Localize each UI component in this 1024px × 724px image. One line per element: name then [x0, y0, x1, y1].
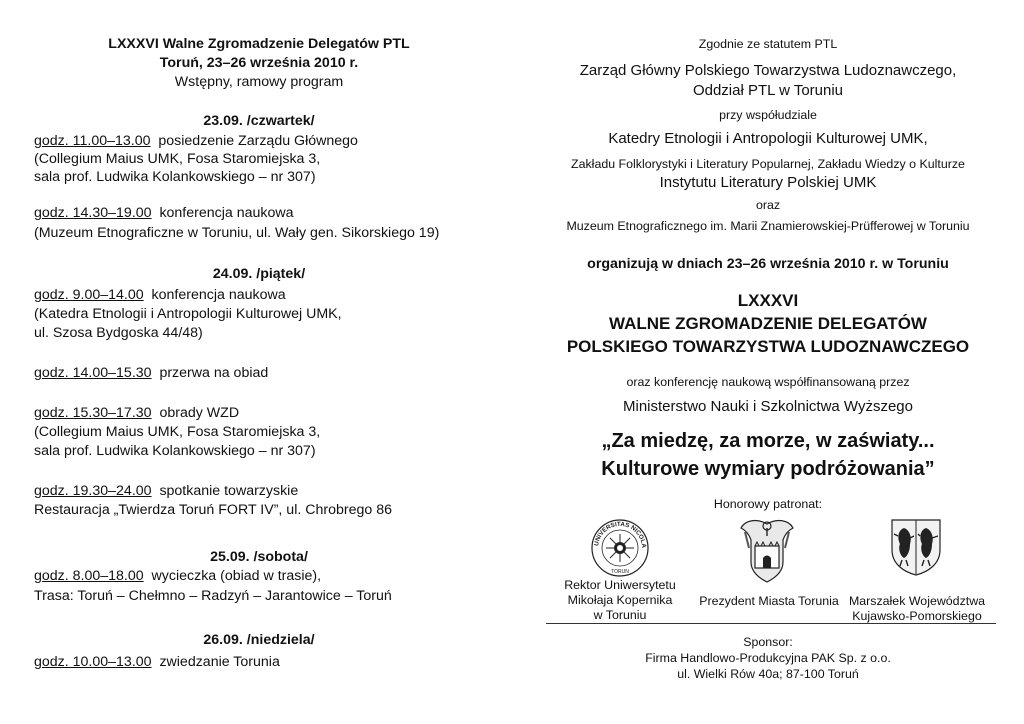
event-detail: Trasa: Toruń – Chełmno – Radzyń – Jarantowice – Toruń	[34, 588, 392, 604]
event-description: posiedzenie Zarządu Głównego	[158, 133, 358, 149]
seal-bottom-text: TORUN	[611, 569, 629, 575]
event-detail: (Katedra Etnologii i Antropologii Kulturowej UMK,	[34, 306, 342, 322]
event-detail: Restauracja „Twierdza Toruń FORT IV”, ul. Chrobrego 86	[34, 502, 392, 518]
event-description: zwiedzanie Torunia	[159, 654, 280, 670]
event-title: LXXXVI	[737, 291, 799, 310]
event-description: konferencja naukowa	[159, 205, 294, 221]
patron-mayor	[692, 594, 846, 609]
schedule-entry	[34, 205, 294, 222]
sponsor-label: Sponsor:	[743, 635, 793, 649]
day-heading: 24.09. /piątek/	[212, 266, 306, 282]
co-organizer-line: Katedry Etnologii i Antropologii Kulturowej UMK,	[608, 130, 928, 147]
organize-line: organizują w dniach 23–26 września 2010 r. w Toruniu	[587, 256, 949, 272]
event-time: godz. 9.00–14.00	[34, 287, 144, 303]
divider	[546, 623, 996, 624]
ministry-line: Ministerstwo Nauki i Szkolnictwa Wyższego	[623, 398, 913, 415]
event-detail: ul. Szosa Bydgoska 44/48)	[34, 325, 203, 341]
schedule-entry	[34, 654, 280, 671]
schedule-entry	[34, 365, 268, 382]
event-detail: (Muzeum Etnograficzne w Toruniu, ul. Wały gen. Sikorskiego 19)	[34, 225, 440, 241]
museum-line: Muzeum Etnograficznego im. Marii Znamierowskiej-Prüfferowej w Toruniu	[566, 219, 970, 233]
schedule-entry	[34, 405, 239, 422]
day-heading: 25.09. /sobota/	[210, 549, 308, 565]
and-label: oraz	[755, 198, 781, 212]
event-detail: sala prof. Ludwika Kolankowskiego – nr 307)	[34, 443, 316, 459]
schedule-entry	[34, 133, 358, 150]
program-place-date: Toruń, 23–26 września 2010 r.	[159, 55, 359, 71]
event-detail: sala prof. Ludwika Kolankowskiego – nr 307)	[34, 169, 316, 185]
patron-line: Rektor Uniwersytetu	[564, 578, 676, 592]
event-title: WALNE ZGROMADZENIE DELEGATÓW	[609, 314, 927, 333]
patron-line: Prezydent Miasta Torunia	[699, 594, 839, 608]
conference-title: Kulturowe wymiary podróżowania”	[601, 458, 935, 480]
sponsor-name: Firma Handlowo-Produkcyjna PAK Sp. z o.o.	[645, 651, 891, 665]
event-time: godz. 14.00–15.30	[34, 365, 152, 381]
conference-note: oraz konferencję naukową współfinansowaną przez	[626, 375, 910, 389]
event-description: wycieczka (obiad w trasie),	[151, 568, 322, 584]
day-heading: 26.09. /niedziela/	[203, 632, 315, 648]
torun-coat-of-arms-icon	[739, 518, 795, 584]
event-time: godz. 8.00–18.00	[34, 568, 144, 584]
kujawsko-pomorskie-coat-of-arms-icon	[890, 516, 942, 576]
patron-line: Kujawsko-Pomorskiego	[852, 609, 982, 623]
schedule-entry	[34, 287, 286, 304]
co-organizer-line: Zakładu Folklorystyki i Literatury Popularnej, Zakładu Wiedzy o Kulturze	[571, 157, 965, 171]
patron-line: Marszałek Województwa	[848, 594, 986, 608]
organizer-line: Oddział PTL w Toruniu	[692, 82, 844, 99]
patron-line: Mikołaja Kopernika	[567, 593, 673, 607]
program-subtitle: Wstępny, ramowy program	[174, 74, 344, 90]
schedule-entry	[34, 568, 321, 585]
statute-line: Zgodnie ze statutem PTL	[698, 37, 838, 51]
patron-rector	[550, 578, 690, 623]
program-title: LXXXVI Walne Zgromadzenie Delegatów PTL	[108, 36, 410, 52]
event-time: godz. 19.30–24.00	[34, 483, 152, 499]
university-seal-icon	[590, 518, 650, 578]
event-time: godz. 15.30–17.30	[34, 405, 152, 421]
event-description: obrady WZD	[159, 405, 240, 421]
event-time: godz. 14.30–19.00	[34, 205, 152, 221]
event-time: godz. 11.00–13.00	[34, 133, 151, 149]
conference-title: „Za miedzę, za morze, w zaświaty...	[601, 430, 935, 452]
honorary-patronage-label: Honorowy patronat:	[713, 497, 823, 511]
organizer-line: Zarząd Główny Polskiego Towarzystwa Ludoznawczego,	[579, 62, 957, 79]
event-title: POLSKIEGO TOWARZYSTWA LUDOZNAWCZEGO	[566, 337, 970, 356]
patron-line: w Toruniu	[593, 608, 647, 622]
schedule-entry	[34, 483, 298, 500]
event-detail: (Collegium Maius UMK, Fosa Staromiejska 3,	[34, 151, 321, 167]
event-description: konferencja naukowa	[151, 287, 286, 303]
event-detail: (Collegium Maius UMK, Fosa Staromiejska 3,	[34, 424, 321, 440]
event-description: spotkanie towarzyskie	[159, 483, 299, 499]
seal-text: UNIVERSITAS NICOLA	[593, 520, 648, 549]
cooperation-label: przy współudziale	[719, 108, 817, 122]
patron-marshal	[842, 594, 992, 624]
day-heading: 23.09. /czwartek/	[203, 113, 315, 129]
sponsor-address: ul. Wielki Rów 40a; 87-100 Toruń	[677, 667, 859, 681]
co-organizer-line: Instytutu Literatury Polskiej UMK	[659, 174, 877, 191]
event-description: przerwa na obiad	[159, 365, 269, 381]
event-time: godz. 10.00–13.00	[34, 654, 152, 670]
